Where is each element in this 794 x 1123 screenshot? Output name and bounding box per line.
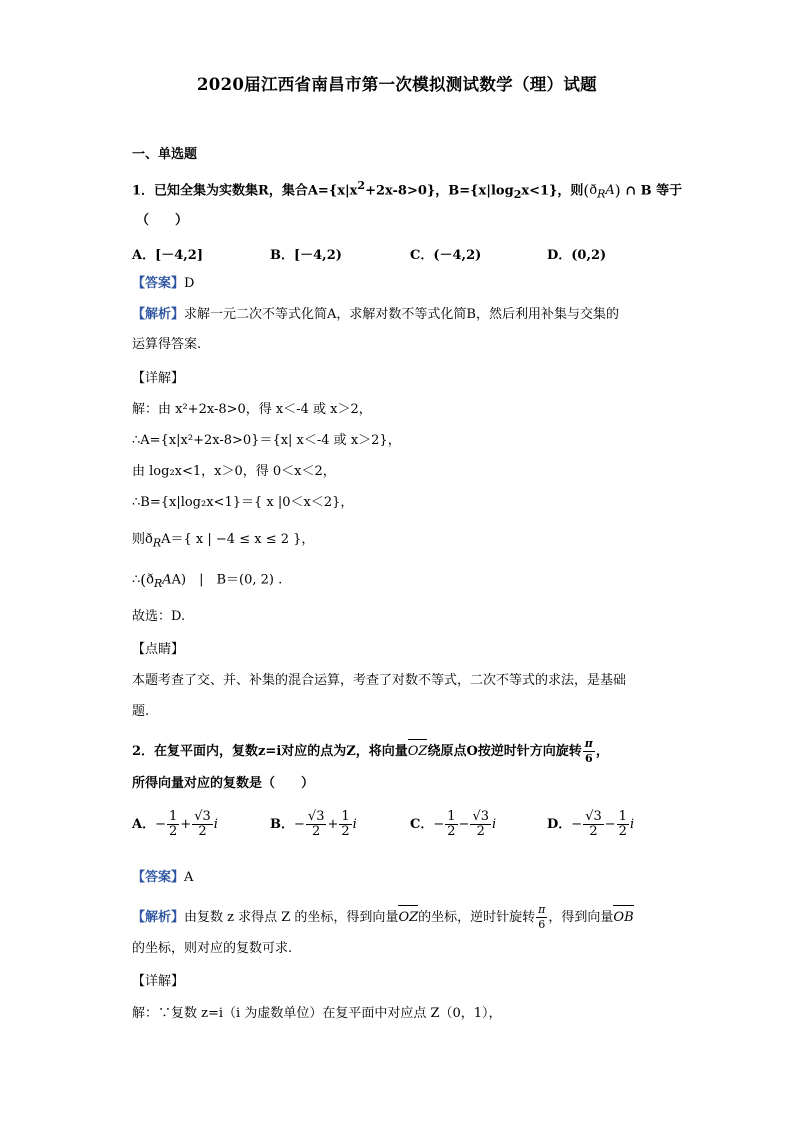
q1-detail-7: 故选：D.: [132, 609, 186, 624]
q1-detail-5: 则$ð_RA=${ x | −4 ≤ x ≤ 2 }，: [132, 532, 315, 550]
q2-detail-1: 解：∵复数 z=i（i 为虚数单位）在复平面中对应点 Z（0，1），: [132, 1006, 502, 1021]
q1-detail-2: ∴A={x|x²+2x-8>0}＝{x| x＜-4 或 x＞2}，: [132, 433, 401, 448]
q1-detail-6: $\therefore(ð_RAA)$ | B＝(0, 2) .: [132, 571, 283, 591]
q1-point-2: 题.: [132, 704, 150, 719]
q2-analysis: 【解析】由复数 z 求得点 Z 的坐标，得到向量OZ的坐标，逆时针旋转 $\frac{\pi}{6}$ ，得到向量OB: [132, 903, 634, 931]
q1-detail-1: 解：由 x²+2x-8>0，得 x＜-4 或 x＞2，: [132, 402, 372, 417]
q1-answer: 【答案】D: [132, 276, 195, 291]
q2-answer: 【答案】A: [132, 870, 194, 885]
q1-option-d: D．(0,2): [547, 248, 607, 263]
q1-analysis-cont: 运算得答案.: [132, 337, 202, 352]
pi-over-6: $\frac{\pi}{6}$: [584, 737, 593, 765]
q1-stem: 1．已知全集为实数集R，集合$A=\{x|x^2+2x-8>0\}$，$B=\{x|\log_2x<1\}$，则$(ð_RA)$ ∩ B 等于: [132, 179, 683, 201]
q1-option-b: B．[－4,2): [270, 248, 342, 263]
q1-detail-3: 由 log₂x<1，x＞0，得 0＜x＜2，: [132, 464, 336, 479]
q1-detail-4: ∴B={x|log₂x<1}＝{ x |0＜x＜2}，: [132, 495, 354, 510]
q1-option-a: A．[－4,2]: [132, 248, 204, 263]
q2-option-c: C．− $\frac{1}{2}$ − $\frac{√3}{2}$ i: [410, 809, 497, 839]
q1-paren: （ ）: [136, 213, 189, 228]
q1-point-1: 本题考查了交、并、补集的混合运算，考查了对数不等式，二次不等式的求法，是基础: [132, 673, 627, 688]
section-heading: 一、单选题: [132, 147, 198, 162]
vector-oz: OZ: [408, 742, 428, 762]
page-title: 2020届江西省南昌市第一次模拟测试数学（理）试题: [197, 75, 597, 94]
q2-stem: 2．在复平面内，复数z=i对应的点为Z，将向量OZ绕原点O按逆时针方向旋转 $\frac{\pi}{6}$ ，: [132, 737, 609, 765]
q2-option-b: B．− $\frac{√3}{2}$ + $\frac{1}{2}$ i: [270, 809, 357, 839]
q2-option-a: A．− $\frac{1}{2}$ + $\frac{√3}{2}$ i: [132, 809, 218, 839]
vector-ob: OB: [613, 908, 633, 928]
vector-oz-2: OZ: [398, 908, 418, 928]
q1-analysis: 【解析】求解一元二次不等式化简A，求解对数不等式化简B，然后利用补集与交集的: [132, 307, 619, 322]
q2-analysis-cont: 的坐标，则对应的复数可求.: [132, 941, 293, 956]
q2-stem-line2: 所得向量对应的复数是（ ）: [132, 776, 315, 791]
q2-detail-tag: 【详解】: [132, 974, 185, 989]
q1-point-tag: 【点睛】: [132, 642, 185, 657]
q2-option-d: D．− $\frac{√3}{2}$ − $\frac{1}{2}$ i: [547, 809, 635, 839]
q1-detail-tag: 【详解】: [132, 371, 185, 386]
q1-option-c: C．(－4,2): [410, 248, 482, 263]
